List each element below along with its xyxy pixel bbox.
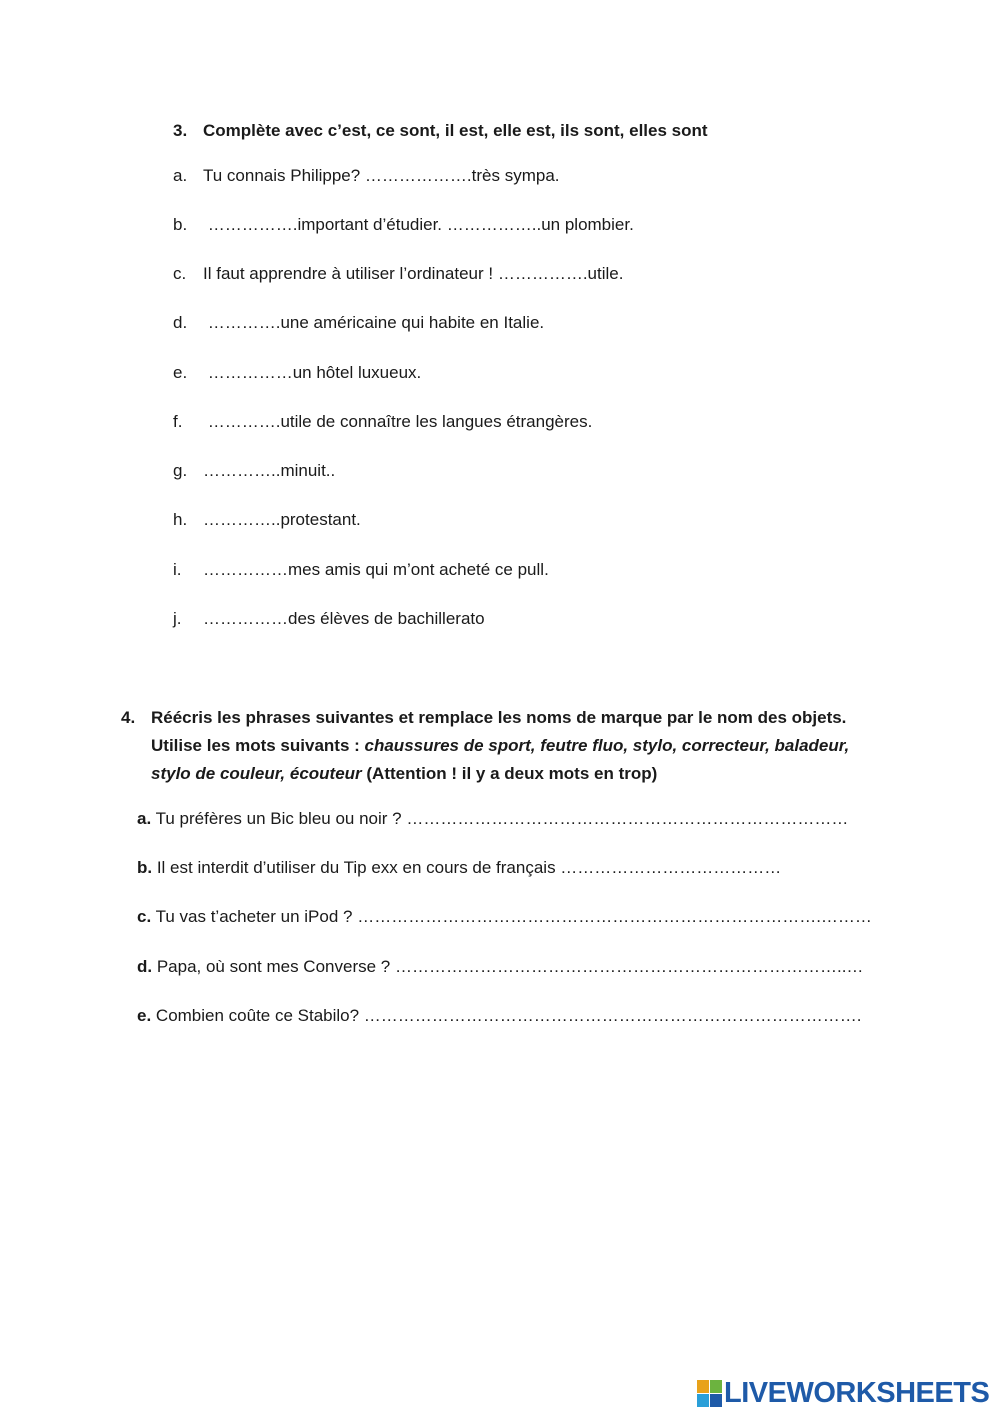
exercise-3-item-d: d. ………….une américaine qui habite en Italie. — [173, 313, 545, 332]
exercise-4-item-e: e. Combien coûte ce Stabilo? ……………………………………………………………………………. — [137, 1006, 862, 1025]
exercise-instruction: Complète avec c’est, ce sont, il est, elle est, ils sont, elles sont — [203, 121, 708, 140]
brand-name: LIVEWORKSHEETS — [724, 1376, 990, 1409]
exercise-4-item-b: b. Il est interdit d’utiliser du Tip exx en cours de français ………………………………… — [137, 858, 782, 877]
liveworksheets-logo — [697, 1378, 989, 1408]
exercise-4-item-c: c. Tu vas t’acheter un iPod ? ……………………………………………………………………….……… — [137, 907, 872, 926]
exercise-4-item-a: a. Tu préfères un Bic bleu ou noir ? …………………………………………………………………… — [137, 809, 849, 828]
exercise-3-item-b: b. …………….important d’étudier. ……………..un plombier. — [173, 215, 634, 234]
exercise-3-item-i: i. ……………mes amis qui m’ont acheté ce pull. — [173, 560, 549, 579]
exercise-3-item-e: e. ……………un hôtel luxueux. — [173, 363, 422, 382]
exercise-3-title — [173, 121, 708, 141]
exercise-3-item-j: j. ……………des élèves de bachillerato — [173, 609, 485, 628]
exercise-3-item-f: f. ………….utile de connaître les langues étrangères. — [173, 412, 593, 431]
exercise-4-instruction-line-2: Utilise les mots suivants : chaussures de sport, feutre fluo, stylo, correcteur, baladeur, — [151, 736, 850, 755]
word-bank: stylo de couleur, écouteur — [151, 764, 362, 783]
exercise-3-item-c: c. Il faut apprendre à utiliser l’ordinateur ! …………….utile. — [173, 264, 624, 283]
exercise-4-title — [121, 708, 846, 728]
exercise-number: 3. — [173, 121, 188, 140]
exercise-instruction-line-1: Réécris les phrases suivantes et remplace les noms de marque par le nom des objets. — [151, 708, 847, 727]
exercise-4-instruction-line-3: stylo de couleur, écouteur (Attention ! il y a deux mots en trop) — [151, 764, 658, 783]
liveworksheets-logo-icon — [697, 1380, 721, 1406]
word-bank: chaussures de sport, feutre fluo, stylo, correcteur, baladeur, — [364, 736, 850, 755]
exercise-4-item-d: d. Papa, où sont mes Converse ? ……………………………………………………………………..… — [137, 957, 864, 976]
exercise-3-item-g: g. …………..minuit.. — [173, 461, 336, 480]
exercise-3-item-h: h. …………..protestant. — [173, 510, 361, 529]
exercise-3-item-a: a. Tu connais Philippe? ……………….très sympa. — [173, 166, 560, 185]
exercise-number: 4. — [121, 708, 136, 727]
